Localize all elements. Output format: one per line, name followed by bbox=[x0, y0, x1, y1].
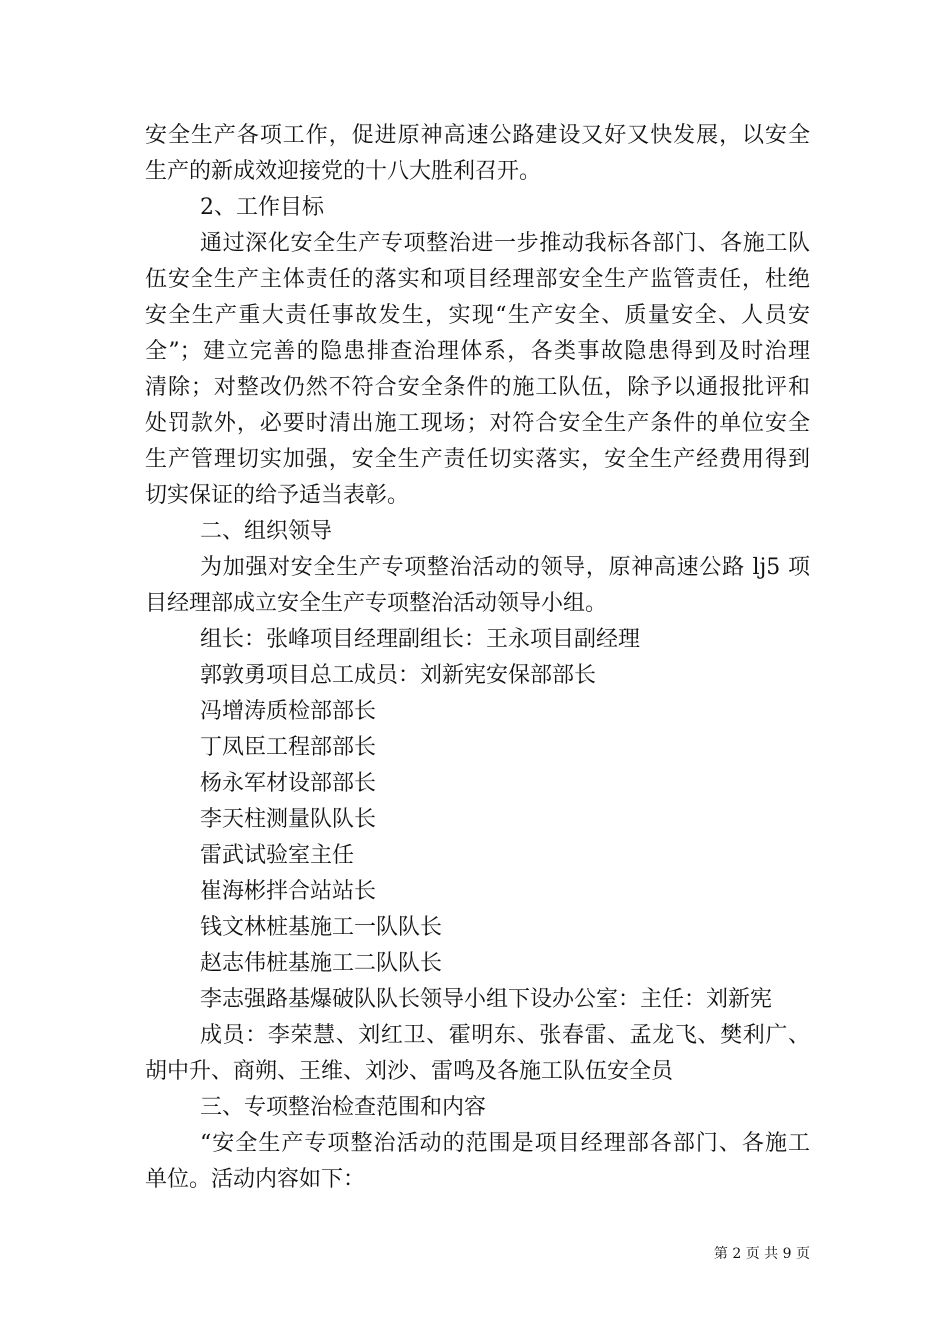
body-line: 生产的新成效迎接党的十八大胜利召开。 bbox=[145, 159, 542, 184]
body-line: 生产管理切实加强，安全生产责任切实落实，安全生产经费用得到 bbox=[145, 447, 810, 472]
page-number: 第 2 页 共 9 页 bbox=[713, 1246, 810, 1262]
roster-line: 杨永军材设部部长 bbox=[200, 771, 377, 796]
roster-line: 丁凤臣工程部部长 bbox=[200, 735, 377, 760]
roster-line: 胡中升、商朔、王维、刘沙、雷鸣及各施工队伍安全员 bbox=[145, 1059, 674, 1084]
body-line: 安全生产各项工作，促进原神高速公路建设又好又快发展，以安全 bbox=[145, 123, 810, 148]
body-line: 单位。活动内容如下： bbox=[145, 1167, 366, 1192]
body-line: 全”；建立完善的隐患排查治理体系，各类事故隐患得到及时治理 bbox=[145, 339, 810, 364]
roster-line: 赵志伟桩基施工二队队长 bbox=[200, 951, 443, 976]
roster-line: 成员：李荣慧、刘红卫、霍明东、张春雷、孟龙飞、樊利广、 bbox=[200, 1023, 810, 1048]
body-line: 处罚款外，必要时清出施工现场；对符合安全生产条件的单位安全 bbox=[145, 411, 810, 436]
roster-line: 李天柱测量队队长 bbox=[200, 807, 377, 832]
body-line: “安全生产专项整治活动的范围是项目经理部各部门、各施工 bbox=[200, 1131, 810, 1156]
body-line: 通过深化安全生产专项整治进一步推动我标各部门、各施工队 bbox=[200, 231, 810, 256]
body-line: 为加强对安全生产专项整治活动的领导，原神高速公路 lj5 项 bbox=[200, 555, 810, 580]
body-line: 伍安全生产主体责任的落实和项目经理部安全生产监管责任，杜绝 bbox=[145, 267, 810, 292]
roster-line: 雷武试验室主任 bbox=[200, 843, 355, 868]
body-line: 切实保证的给予适当表彰。 bbox=[145, 483, 410, 508]
roster-line: 崔海彬拌合站站长 bbox=[200, 879, 377, 904]
section-heading: 二、组织领导 bbox=[200, 519, 333, 544]
roster-line: 李志强路基爆破队队长领导小组下设办公室：主任：刘新宪 bbox=[200, 987, 773, 1012]
roster-line: 冯增涛质检部部长 bbox=[200, 699, 377, 724]
section-heading: 2、工作目标 bbox=[200, 195, 324, 220]
roster-line: 郭敦勇项目总工成员：刘新宪安保部部长 bbox=[200, 663, 597, 688]
roster-line: 组长：张峰项目经理副组长：王永项目副经理 bbox=[200, 627, 641, 652]
body-line: 安全生产重大责任事故发生，实现“生产安全、质量安全、人员安 bbox=[145, 303, 810, 328]
section-heading: 三、专项整治检查范围和内容 bbox=[200, 1095, 487, 1120]
body-line: 清除；对整改仍然不符合安全条件的施工队伍，除予以通报批评和 bbox=[145, 375, 810, 400]
body-line: 目经理部成立安全生产专项整治活动领导小组。 bbox=[145, 591, 608, 616]
document-body bbox=[145, 118, 810, 1198]
roster-line: 钱文林桩基施工一队队长 bbox=[200, 915, 443, 940]
